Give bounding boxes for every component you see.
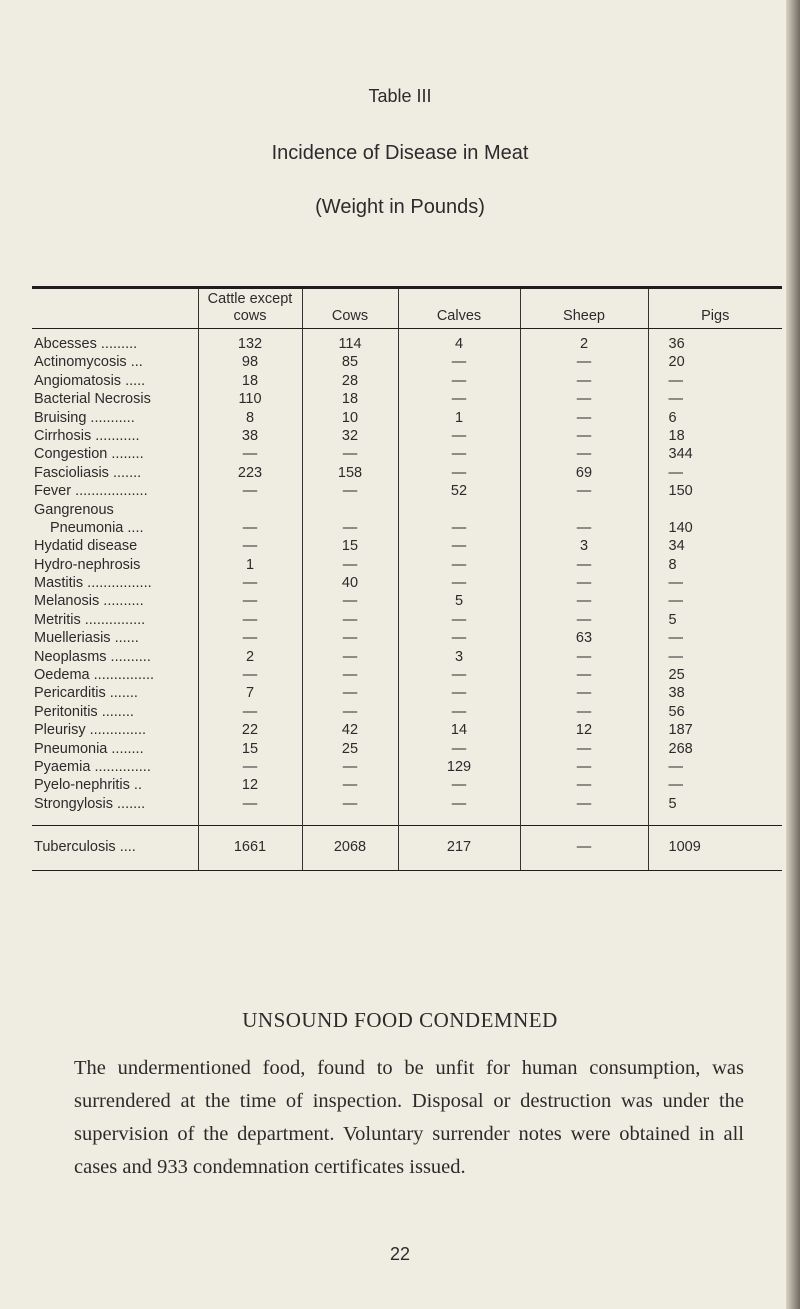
calves-value: — [398,390,520,408]
cows-value [302,500,398,518]
cattle-value: 22 [198,721,302,739]
disease-name: Hydro-nephrosis [34,556,141,573]
sheep-value: — [520,825,648,856]
disease-name: Pneumonia .... [50,519,144,536]
cows-value: 114 [302,329,398,354]
cows-value: 85 [302,353,398,371]
cows-value: — [302,647,398,665]
cattle-value: 12 [198,776,302,794]
body-paragraph: The undermentioned food, found to be unfit for human consumption, was surrendered at the time of inspection. Disposal or destruction was under the supervision of the department. Voluntary surrender notes were obtained in all cases and 933 condemnation certificates issued. [74,1057,744,1178]
pigs-value: 268 [648,739,782,757]
cattle-value: 98 [198,353,302,371]
cattle-value: — [198,702,302,720]
pigs-value [648,500,782,518]
header-cattle: Cattle except cows [198,288,302,329]
calves-value: — [398,702,520,720]
spacer-row [32,856,782,871]
pigs-value: 18 [648,427,782,445]
cows-value: — [302,776,398,794]
disease-name: Pneumonia ........ [34,740,144,757]
cows-value: — [302,610,398,628]
cows-value: 18 [302,390,398,408]
cattle-value: 18 [198,371,302,389]
cattle-value: — [198,592,302,610]
sheep-value: — [520,482,648,500]
cows-value: — [302,445,398,463]
calves-value: — [398,610,520,628]
table-row [32,408,782,426]
cows-value: 32 [302,427,398,445]
cows-value: 10 [302,408,398,426]
cattle-value: — [198,482,302,500]
cattle-value: — [198,758,302,776]
disease-name: Gangrenous [34,501,114,518]
disease-name: Strongylosis ....... [34,795,146,812]
cattle-value: — [198,574,302,592]
sheep-value: 69 [520,463,648,481]
cattle-value: 132 [198,329,302,354]
table-row [32,463,782,481]
table-row [32,445,782,463]
pigs-value: 344 [648,445,782,463]
pigs-value: — [648,463,782,481]
cows-value: 25 [302,739,398,757]
cows-value: 158 [302,463,398,481]
calves-value: 217 [398,825,520,856]
disease-name: Cirrhosis ........... [34,427,140,444]
calves-value: — [398,463,520,481]
table-row [32,555,782,573]
calves-value: — [398,574,520,592]
calves-value: 5 [398,592,520,610]
calves-value: — [398,371,520,389]
cattle-value: 1661 [198,825,302,856]
cows-value: — [302,592,398,610]
page-number: 22 [389,1244,411,1264]
table-row [32,825,782,856]
header-calves: Calves [398,288,520,329]
cattle-value: 7 [198,684,302,702]
cows-value: 2068 [302,825,398,856]
table-row [32,371,782,389]
cattle-value: — [198,445,302,463]
table-row [32,739,782,757]
cows-value: — [302,684,398,702]
calves-value [398,500,520,518]
cows-value: — [302,555,398,573]
calves-value: 14 [398,721,520,739]
table-row [32,482,782,500]
sheep-value: — [520,408,648,426]
sheep-value: — [520,445,648,463]
sheep-value: 63 [520,629,648,647]
disease-name: Bacterial Necrosis [34,391,151,408]
table-row [32,574,782,592]
table-row [32,610,782,628]
pigs-value: — [648,592,782,610]
table-row [32,776,782,794]
disease-name: Melanosis .......... [34,593,144,610]
calves-value: 4 [398,329,520,354]
table-row [32,629,782,647]
cows-value: — [302,666,398,684]
pigs-value: — [648,371,782,389]
cows-value: 40 [302,574,398,592]
sheep-value: — [520,427,648,445]
sheep-value: — [520,794,648,812]
sheep-value: — [520,390,648,408]
cows-value: — [302,758,398,776]
sheep-value: — [520,647,648,665]
sheep-value: — [520,555,648,573]
sheep-value: 2 [520,329,648,354]
header-sheep: Sheep [520,288,648,329]
table-row [32,329,782,354]
pigs-value: 187 [648,721,782,739]
cattle-value: 15 [198,739,302,757]
cattle-value: 1 [198,555,302,573]
pigs-value: 8 [648,555,782,573]
pigs-value: 34 [648,537,782,555]
disease-name: Neoplasms .......... [34,648,151,665]
calves-value: — [398,776,520,794]
sheep-value: 12 [520,721,648,739]
calves-value: — [398,666,520,684]
table-row [32,684,782,702]
pigs-value: 25 [648,666,782,684]
cattle-value [198,500,302,518]
pigs-value: 5 [648,610,782,628]
table-body [32,329,782,871]
sheep-value: — [520,371,648,389]
pigs-value: — [648,776,782,794]
cattle-value: 38 [198,427,302,445]
sheep-value: — [520,702,648,720]
table-row [32,592,782,610]
disease-name: Angiomatosis ..... [34,372,146,389]
cows-value: 15 [302,537,398,555]
pigs-value: 38 [648,684,782,702]
cows-value: — [302,482,398,500]
sheep-value: 3 [520,537,648,555]
table-row [32,647,782,665]
calves-value: — [398,794,520,812]
disease-name: Mastitis ................ [34,575,152,592]
sheep-value: — [520,519,648,537]
table-row [32,702,782,720]
sheep-value: — [520,592,648,610]
disease-name: Pyelo-nephritis .. [34,777,142,794]
calves-value: 52 [398,482,520,500]
table-row [32,353,782,371]
cattle-value: 8 [198,408,302,426]
cattle-value: 110 [198,390,302,408]
header-disease [32,288,198,329]
cows-value: — [302,519,398,537]
table-row [32,758,782,776]
sheep-value: — [520,666,648,684]
pigs-value: 6 [648,408,782,426]
spacer-row [32,813,782,826]
pigs-value: 56 [648,702,782,720]
table-row [32,427,782,445]
cows-value: — [302,629,398,647]
calves-value: 1 [398,408,520,426]
sheep-value: — [520,684,648,702]
calves-value: — [398,555,520,573]
sheep-value: — [520,353,648,371]
table-row [32,666,782,684]
disease-name: Metritis ............... [34,611,146,628]
disease-name: Fascioliasis ....... [34,464,142,481]
table-subtitle: (Weight in Pounds) [315,196,485,218]
cows-value: — [302,702,398,720]
disease-name: Abcesses ......... [34,336,138,352]
cattle-value: — [198,610,302,628]
pigs-value: 1009 [648,825,782,856]
disease-name: Muelleriasis ...... [34,630,139,647]
disease-name: Pleurisy .............. [34,722,146,739]
cattle-value: 223 [198,463,302,481]
calves-value: 3 [398,647,520,665]
calves-value: — [398,684,520,702]
pigs-value: — [648,390,782,408]
calves-value: — [398,427,520,445]
disease-name: Congestion ........ [34,446,144,463]
table-row [32,390,782,408]
table-label: Table III [368,86,432,106]
section-heading: UNSOUND FOOD CONDEMNED [242,1008,558,1032]
cattle-value: — [198,794,302,812]
header-pigs: Pigs [648,288,782,329]
disease-name: Pyaemia .............. [34,758,151,775]
calves-value: — [398,445,520,463]
table-row [32,721,782,739]
disease-name: Bruising ........... [34,409,135,426]
cows-value: 42 [302,721,398,739]
calves-value: — [398,353,520,371]
pigs-value: 20 [648,353,782,371]
disease-incidence-table [32,286,782,871]
disease-name: Pericarditis ....... [34,685,138,702]
pigs-value: 5 [648,794,782,812]
sheep-value: — [520,610,648,628]
cattle-value: 2 [198,647,302,665]
cattle-value: — [198,629,302,647]
table-title: Incidence of Disease in Meat [271,142,529,164]
pigs-value: — [648,758,782,776]
calves-value: — [398,629,520,647]
pigs-value: 150 [648,482,782,500]
cattle-value: — [198,537,302,555]
disease-name: Actinomycosis ... [34,354,143,371]
cattle-value: — [198,519,302,537]
sheep-value [520,500,648,518]
disease-name: Hydatid disease [34,538,138,555]
table-row [32,794,782,812]
calves-value: — [398,537,520,555]
pigs-value: 140 [648,519,782,537]
header-cows: Cows [302,288,398,329]
calves-value: — [398,519,520,537]
pigs-value: — [648,647,782,665]
sheep-value: — [520,739,648,757]
table-row [32,537,782,555]
sheep-value: — [520,574,648,592]
table-row [32,500,782,518]
disease-name: Oedema ............... [34,667,155,684]
table-row [32,519,782,537]
cows-value: — [302,794,398,812]
sheep-value: — [520,776,648,794]
calves-value: — [398,739,520,757]
pigs-value: — [648,629,782,647]
cows-value: 28 [302,371,398,389]
sheep-value: — [520,758,648,776]
disease-name: Tuberculosis .... [32,825,198,856]
table-header-row [32,288,782,329]
disease-name: Peritonitis ........ [34,703,134,720]
disease-name: Fever .................. [34,483,148,500]
cattle-value: — [198,666,302,684]
calves-value: 129 [398,758,520,776]
pigs-value: — [648,574,782,592]
pigs-value: 36 [648,329,782,354]
